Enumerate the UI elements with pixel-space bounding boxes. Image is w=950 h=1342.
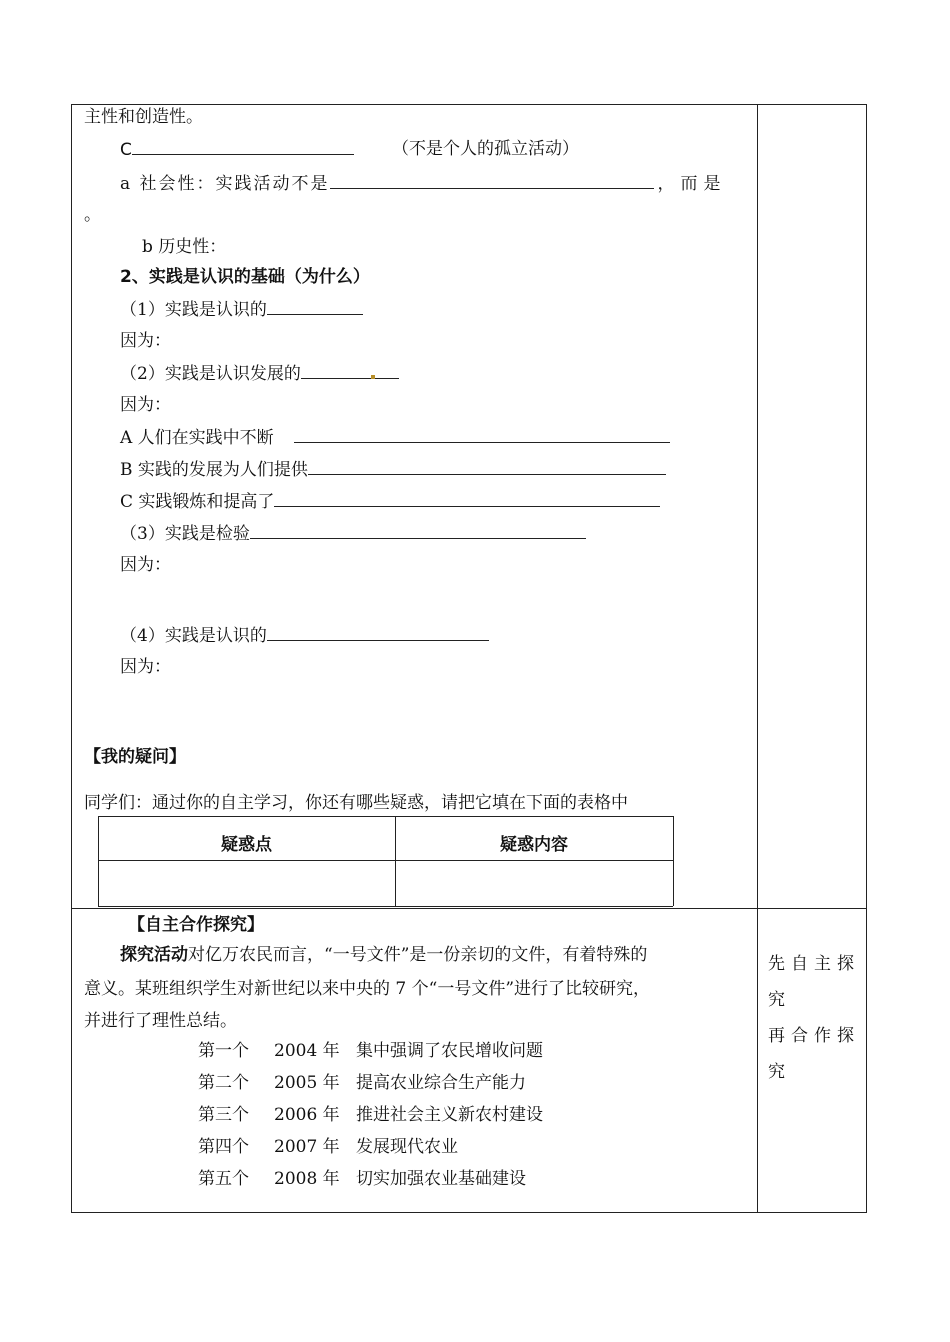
q-table-top [98,816,673,817]
a-social-item [120,172,727,195]
item-3 [120,522,586,545]
doc-ordinal: 第四个 [198,1137,249,1157]
doc-row [198,1040,543,1062]
doc-row [198,1072,526,1094]
doc-year: 2006 年 [274,1105,340,1125]
because-4: 因为： [120,657,171,677]
doc-year: 2004 年 [274,1041,340,1061]
q-table-bottom [98,906,673,907]
section-divider [71,908,867,909]
q-table-right [673,816,674,906]
explore-text-line1 [120,944,647,966]
table-bottom-border [71,1212,867,1213]
q-col-header-doubt-content: 疑惑内容 [500,835,568,855]
activity-text-1: 对亿万农民而言，“一号文件”是一份亲切的文件，有着特殊的 [188,945,648,965]
doc-year: 2005 年 [274,1073,340,1093]
doc-ordinal: 第二个 [198,1073,249,1093]
because-1: 因为： [120,331,171,351]
doc-row [198,1104,543,1126]
item-b-label: B 实践的发展为人们提供 [120,460,308,480]
doc-ordinal: 第五个 [198,1169,249,1189]
table-column-divider [757,104,758,1212]
item-a-label: A 人们在实践中不断 [120,428,274,448]
item-1-label: （1）实践是认识的 [120,300,267,320]
c-prefix: C [120,140,132,160]
q-col-header-doubt-point: 疑惑点 [221,835,272,855]
item-c [120,490,660,513]
doc-year: 2007 年 [274,1137,340,1157]
table-right-border [866,104,867,1212]
explore-text-line2: 意义。某班组织学生对新世纪以来中央的 7 个“一号文件”进行了比较研究， [84,979,651,999]
questions-prompt: 同学们：通过你的自主学习，你还有哪些疑惑，请把它填在下面的表格中 [84,793,628,813]
item-a-blank[interactable] [294,426,670,443]
a-social-end: 。 [84,205,101,225]
side-note-cooperative-explore: 再合作探究 [768,1026,860,1082]
a-social-blank[interactable] [330,172,654,189]
because-3: 因为： [120,555,171,575]
doc-year: 2008 年 [274,1169,340,1189]
stray-dot [371,375,375,379]
c-blank[interactable] [132,138,354,155]
item-1 [120,298,363,321]
item-c-blank[interactable] [274,490,660,507]
doc-topic: 集中强调了农民增收问题 [356,1041,543,1061]
item-2-label: （2）实践是认识发展的 [120,364,301,384]
item-4-blank[interactable] [267,624,489,641]
doc-ordinal: 第一个 [198,1041,249,1061]
table-top-border [71,104,867,105]
activity-label: 探究活动 [120,945,188,965]
item-4-label: （4）实践是认识的 [120,626,267,646]
item-3-blank[interactable] [250,522,586,539]
item-1-blank[interactable] [267,298,363,315]
q-cell-doubt-point[interactable] [99,861,394,905]
item-a [120,426,670,449]
b-historical-item: b 历史性： [142,237,227,257]
table-left-border [71,104,72,1212]
explore-text-line3: 并进行了理性总结。 [84,1011,237,1031]
item-4 [120,624,489,647]
questions-title: 【我的疑问】 [84,747,186,767]
item-2-blank[interactable] [301,362,399,379]
doc-topic: 推进社会主义新农村建设 [356,1105,543,1125]
item-2 [120,362,399,385]
explore-title: 【自主合作探究】 [128,915,264,935]
item-b-blank[interactable] [308,458,666,475]
q-cell-doubt-content[interactable] [396,861,672,905]
doc-ordinal: 第三个 [198,1105,249,1125]
c-note: （不是个人的孤立活动） [392,139,579,159]
item-3-label: （3）实践是检验 [120,524,250,544]
doc-topic: 发展现代农业 [356,1137,458,1157]
because-2: 因为： [120,395,171,415]
item-b [120,458,666,481]
doc-row [198,1136,458,1158]
c-item [120,138,354,161]
a-social-suffix: ，而是 [657,174,727,194]
doc-topic: 切实加强农业基础建设 [356,1169,526,1189]
item-c-label: C 实践锻炼和提高了 [120,492,275,512]
doc-topic: 提高农业综合生产能力 [356,1073,526,1093]
heading-practice-basis: 2、实践是认识的基础（为什么） [120,267,370,287]
a-social-label: a 社会性：实践活动不是 [120,174,330,194]
doc-row [198,1168,526,1190]
side-note-self-explore: 先自主探究 [768,954,860,1010]
continued-line: 主性和创造性。 [84,107,203,127]
